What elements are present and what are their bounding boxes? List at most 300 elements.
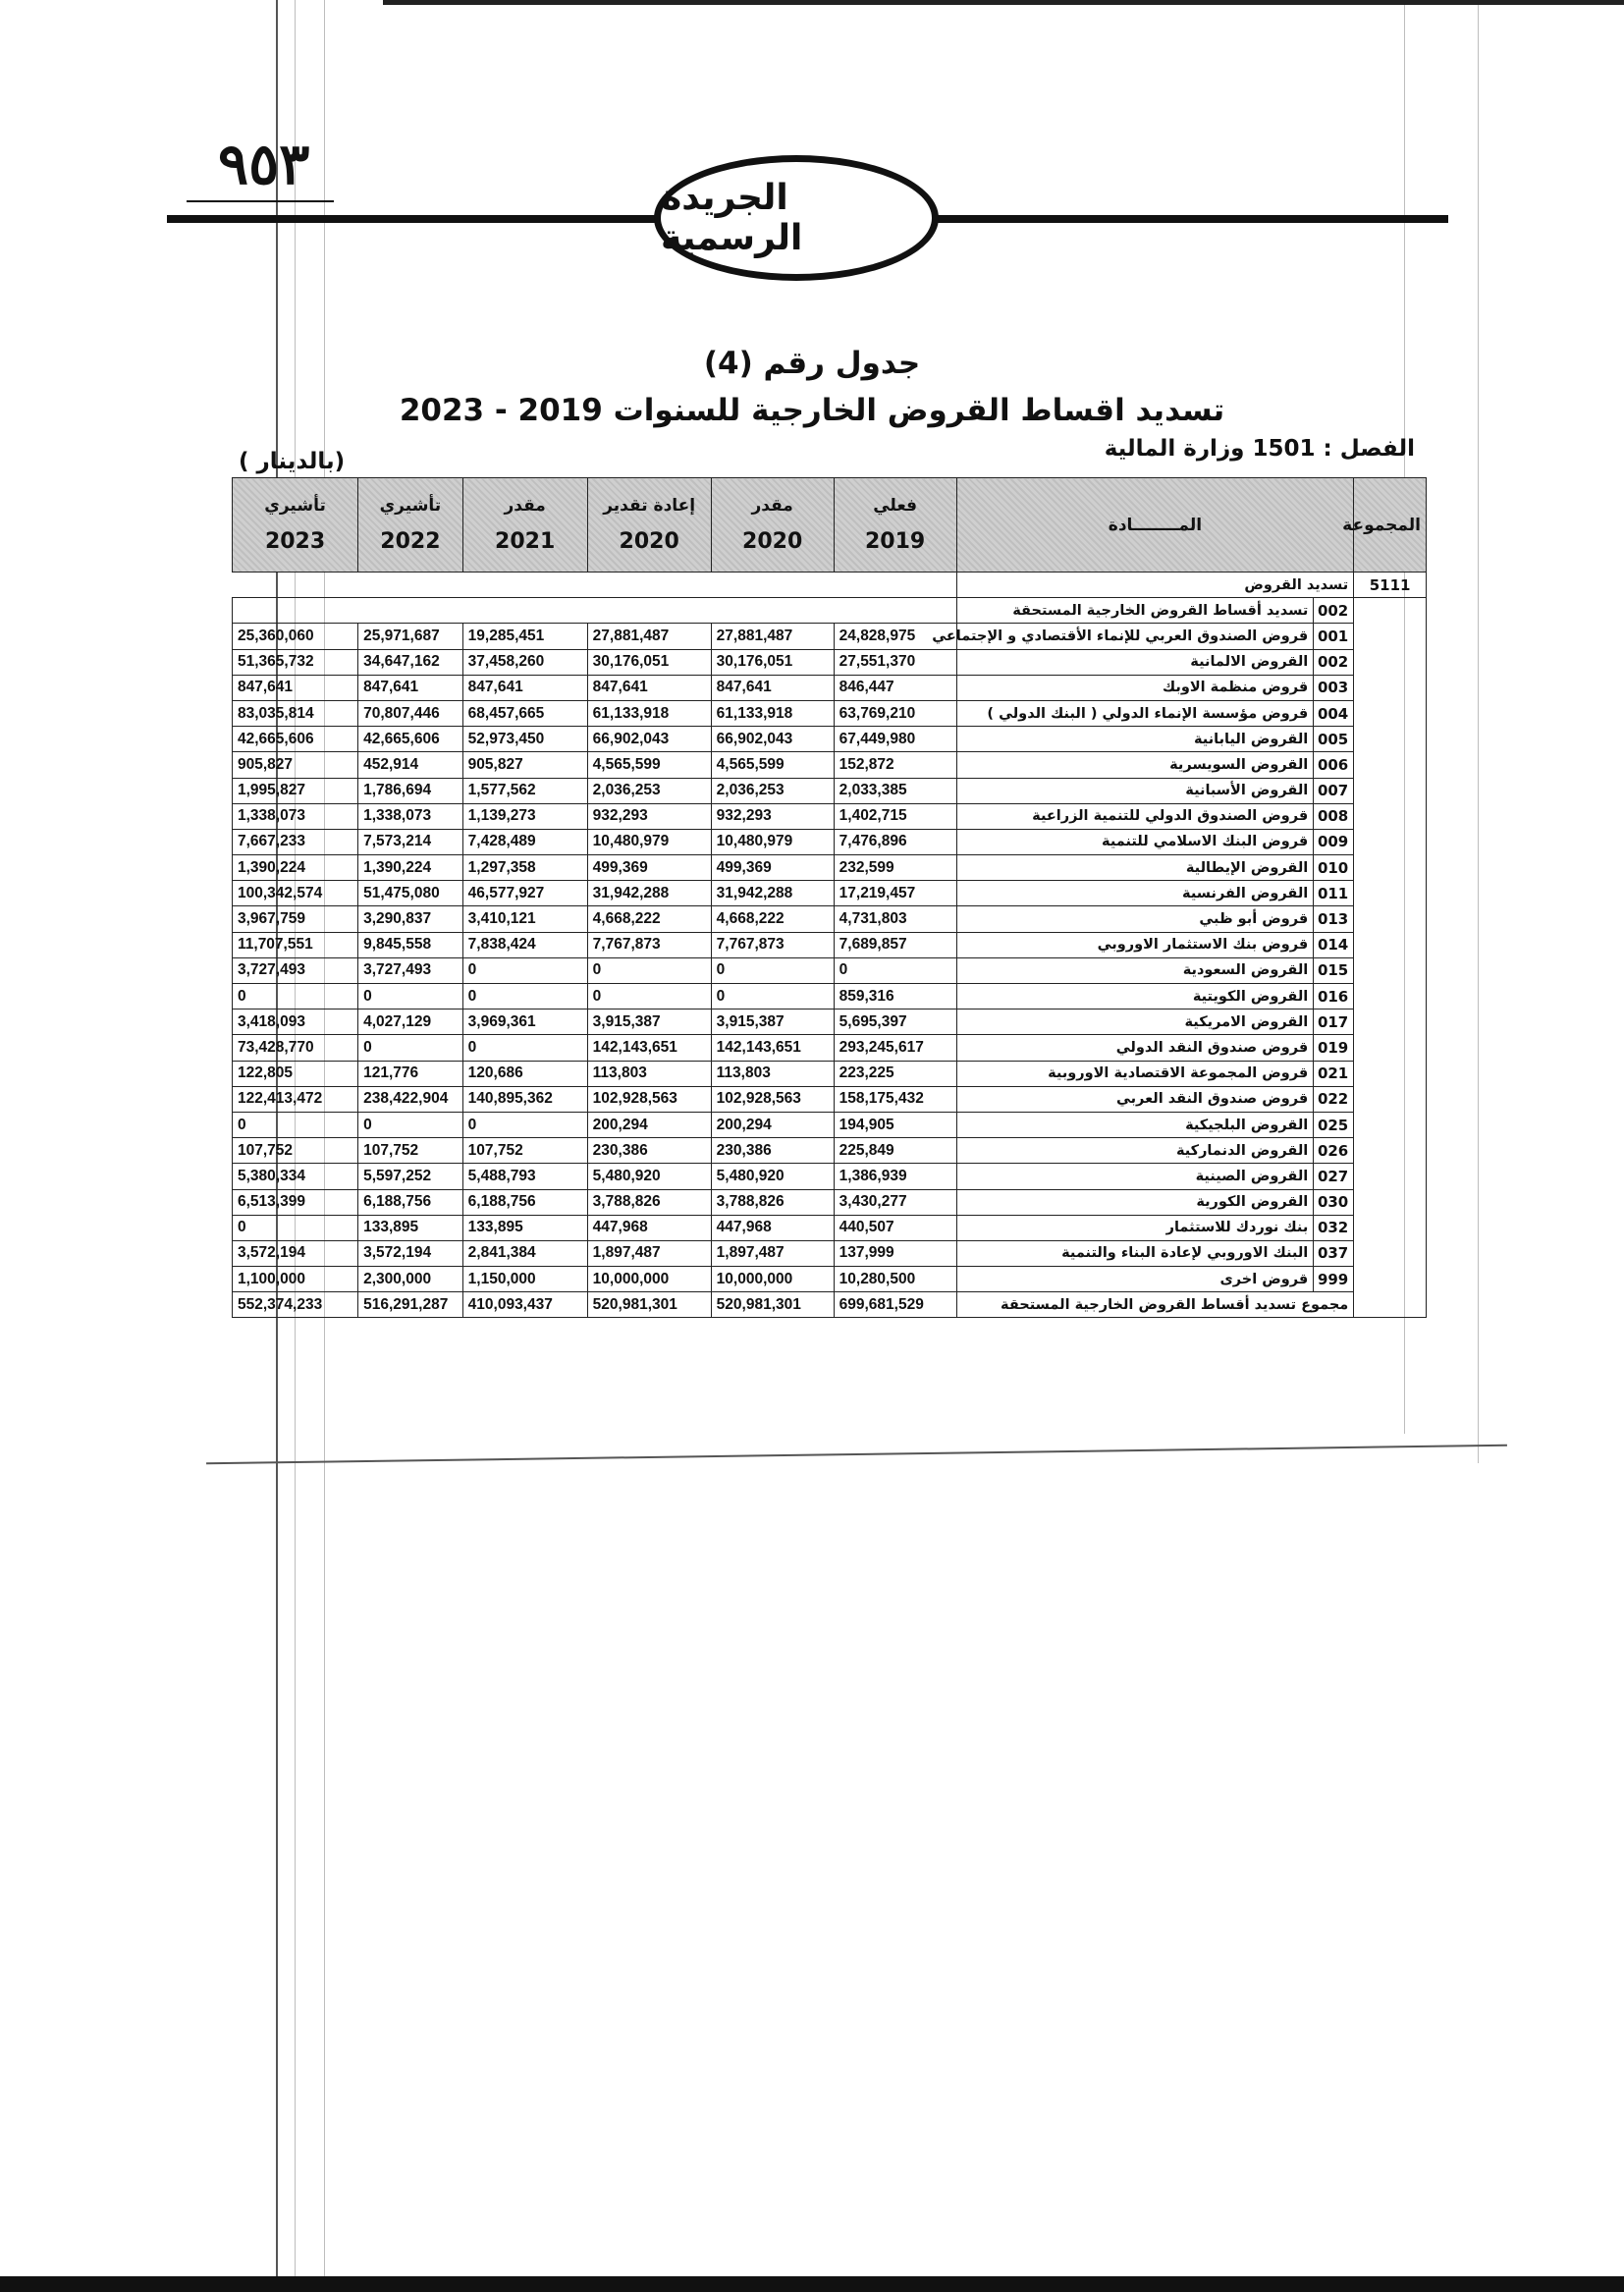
row-value: 7,689,857 xyxy=(834,932,956,957)
row-value: 846,447 xyxy=(834,675,956,700)
row-value: 859,316 xyxy=(834,984,956,1010)
subgroup-blank xyxy=(233,598,957,624)
row-code: 017 xyxy=(1314,1010,1354,1035)
row-code: 009 xyxy=(1314,829,1354,854)
row-group-cell xyxy=(1354,906,1427,932)
row-value: 1,786,694 xyxy=(358,778,463,803)
table-row xyxy=(233,1164,1427,1189)
table-row xyxy=(233,1112,1427,1137)
table-row xyxy=(233,752,1427,778)
row-value: 5,695,397 xyxy=(834,1010,956,1035)
row-value: 7,767,873 xyxy=(587,932,711,957)
row-value: 3,788,826 xyxy=(711,1189,834,1215)
row-label: بنك نوردك للاستثمار xyxy=(956,1215,1314,1240)
row-value: 102,928,563 xyxy=(711,1086,834,1112)
row-value: 4,565,599 xyxy=(587,752,711,778)
row-code: 015 xyxy=(1314,957,1354,983)
row-label: قروض البنك الاسلامي للتنمية xyxy=(956,829,1314,854)
page-number: ٩٥٣ xyxy=(218,131,310,197)
row-label: القروض الإيطالية xyxy=(956,855,1314,881)
row-value: 2,036,253 xyxy=(711,778,834,803)
row-value: 4,668,222 xyxy=(587,906,711,932)
row-group-cell xyxy=(1354,752,1427,778)
table-row xyxy=(233,778,1427,803)
row-value: 121,776 xyxy=(358,1061,463,1086)
scan-line xyxy=(206,1445,1507,1464)
row-value: 2,033,385 xyxy=(834,778,956,803)
row-value: 10,280,500 xyxy=(834,1267,956,1292)
row-value: 499,369 xyxy=(711,855,834,881)
table-row xyxy=(233,624,1427,649)
row-code: 008 xyxy=(1314,803,1354,829)
row-value: 68,457,665 xyxy=(462,700,587,726)
header-type: تأشيري xyxy=(264,496,326,516)
table-row xyxy=(233,1138,1427,1164)
row-value: 102,928,563 xyxy=(587,1086,711,1112)
row-group-cell xyxy=(1354,1189,1427,1215)
header-col-5 xyxy=(233,478,358,573)
row-code: 021 xyxy=(1314,1061,1354,1086)
row-code: 013 xyxy=(1314,906,1354,932)
row-value: 932,293 xyxy=(587,803,711,829)
row-value: 5,488,793 xyxy=(462,1164,587,1189)
header-year: 2020 xyxy=(619,529,679,554)
row-code: 011 xyxy=(1314,881,1354,906)
row-code: 005 xyxy=(1314,727,1354,752)
row-value: 4,027,129 xyxy=(358,1010,463,1035)
row-value: 3,430,277 xyxy=(834,1189,956,1215)
table-row xyxy=(233,1061,1427,1086)
row-value: 25,360,060 xyxy=(233,624,358,649)
row-value: 1,139,273 xyxy=(462,803,587,829)
row-value: 70,807,446 xyxy=(358,700,463,726)
row-value: 847,641 xyxy=(462,675,587,700)
row-value: 0 xyxy=(462,1112,587,1137)
total-group-cell xyxy=(1354,1292,1427,1318)
table-row xyxy=(233,803,1427,829)
row-group-cell xyxy=(1354,1215,1427,1240)
row-group-cell xyxy=(1354,1112,1427,1137)
row-value: 30,176,051 xyxy=(587,649,711,675)
subgroup-label: تسديد أقساط القروض الخارجية المستحقة xyxy=(956,598,1314,624)
row-code: 026 xyxy=(1314,1138,1354,1164)
scan-line xyxy=(383,0,1624,5)
row-value: 7,428,489 xyxy=(462,829,587,854)
row-value: 83,035,814 xyxy=(233,700,358,726)
row-value: 499,369 xyxy=(587,855,711,881)
unit-label: ( بالدينار) xyxy=(239,449,346,474)
row-value: 107,752 xyxy=(358,1138,463,1164)
row-value: 27,881,487 xyxy=(711,624,834,649)
row-value: 3,788,826 xyxy=(587,1189,711,1215)
row-value: 232,599 xyxy=(834,855,956,881)
row-group-cell xyxy=(1354,1035,1427,1061)
row-value: 932,293 xyxy=(711,803,834,829)
table-row xyxy=(233,700,1427,726)
row-value: 0 xyxy=(834,957,956,983)
table-row xyxy=(233,829,1427,854)
table-row xyxy=(233,1010,1427,1035)
row-value: 5,480,920 xyxy=(711,1164,834,1189)
table-row xyxy=(233,1267,1427,1292)
total-value: 520,981,301 xyxy=(711,1292,834,1318)
row-value: 31,942,288 xyxy=(587,881,711,906)
row-label: قروض الصندوق الدولي للتنمية الزراعية xyxy=(956,803,1314,829)
table-row xyxy=(233,675,1427,700)
row-value: 847,641 xyxy=(587,675,711,700)
row-group-cell xyxy=(1354,855,1427,881)
row-value: 63,769,210 xyxy=(834,700,956,726)
table-row xyxy=(233,1189,1427,1215)
row-value: 1,100,000 xyxy=(233,1267,358,1292)
row-value: 10,480,979 xyxy=(711,829,834,854)
row-value: 230,386 xyxy=(711,1138,834,1164)
row-value: 158,175,432 xyxy=(834,1086,956,1112)
row-value: 7,573,214 xyxy=(358,829,463,854)
row-value: 200,294 xyxy=(587,1112,711,1137)
row-value: 0 xyxy=(587,984,711,1010)
row-value: 7,667,233 xyxy=(233,829,358,854)
loan-repayment-table xyxy=(232,477,1427,1318)
row-value: 52,973,450 xyxy=(462,727,587,752)
row-code: 004 xyxy=(1314,700,1354,726)
row-code: 027 xyxy=(1314,1164,1354,1189)
row-label: قروض صندوق النقد العربي xyxy=(956,1086,1314,1112)
row-value: 27,881,487 xyxy=(587,624,711,649)
row-value: 905,827 xyxy=(462,752,587,778)
row-value: 142,143,651 xyxy=(711,1035,834,1061)
row-group-cell xyxy=(1354,957,1427,983)
row-label: قروض الصندوق العربي للإنماء الأقتصادي و الإجتماعي xyxy=(956,624,1314,649)
subgroup-row xyxy=(233,598,1427,624)
table-row xyxy=(233,932,1427,957)
row-value: 67,449,980 xyxy=(834,727,956,752)
row-value: 66,902,043 xyxy=(587,727,711,752)
row-value: 1,577,562 xyxy=(462,778,587,803)
total-row xyxy=(233,1292,1427,1318)
row-code: 022 xyxy=(1314,1086,1354,1112)
row-value: 66,902,043 xyxy=(711,727,834,752)
row-code: 007 xyxy=(1314,778,1354,803)
row-value: 847,641 xyxy=(711,675,834,700)
header-type: إعادة تقدير xyxy=(603,496,696,516)
row-value: 0 xyxy=(233,1215,358,1240)
row-label: قروض مؤسسة الإنماء الدولي ( البنك الدولي ) xyxy=(956,700,1314,726)
row-value: 10,000,000 xyxy=(711,1267,834,1292)
total-value: 699,681,529 xyxy=(834,1292,956,1318)
total-value: 516,291,287 xyxy=(358,1292,463,1318)
row-value: 847,641 xyxy=(358,675,463,700)
row-value: 142,143,651 xyxy=(587,1035,711,1061)
row-value: 42,665,606 xyxy=(358,727,463,752)
row-value: 447,968 xyxy=(711,1215,834,1240)
row-value: 73,428,770 xyxy=(233,1035,358,1061)
row-value: 1,150,000 xyxy=(462,1267,587,1292)
subgroup-empty xyxy=(1354,598,1427,624)
row-label: قروض المجموعة الاقتصادية الاوروبية xyxy=(956,1061,1314,1086)
row-value: 122,805 xyxy=(233,1061,358,1086)
row-value: 4,565,599 xyxy=(711,752,834,778)
total-value: 552,374,233 xyxy=(233,1292,358,1318)
row-value: 107,752 xyxy=(462,1138,587,1164)
row-label: القروض البلجيكية xyxy=(956,1112,1314,1137)
row-value: 0 xyxy=(462,984,587,1010)
row-value: 1,897,487 xyxy=(711,1240,834,1266)
row-code: 001 xyxy=(1314,624,1354,649)
row-value: 452,914 xyxy=(358,752,463,778)
row-value: 4,731,803 xyxy=(834,906,956,932)
header-item-label: المــــــــادة xyxy=(1108,515,1203,535)
scan-line xyxy=(0,2276,1624,2292)
header-col-3 xyxy=(462,478,587,573)
row-value: 447,968 xyxy=(587,1215,711,1240)
row-value: 1,390,224 xyxy=(233,855,358,881)
row-value: 51,475,080 xyxy=(358,881,463,906)
row-group-cell xyxy=(1354,675,1427,700)
row-value: 0 xyxy=(462,957,587,983)
header-item xyxy=(956,478,1354,573)
row-label: القروض الكويتية xyxy=(956,984,1314,1010)
row-value: 107,752 xyxy=(233,1138,358,1164)
table-row xyxy=(233,906,1427,932)
table-subtitle: تسديد اقساط القروض الخارجية للسنوات 2019 - 2023 xyxy=(399,393,1225,428)
row-group-cell xyxy=(1354,778,1427,803)
row-code: 006 xyxy=(1314,752,1354,778)
row-value: 6,188,756 xyxy=(358,1189,463,1215)
table-row xyxy=(233,649,1427,675)
row-group-cell xyxy=(1354,700,1427,726)
row-value: 3,410,121 xyxy=(462,906,587,932)
row-value: 24,828,975 xyxy=(834,624,956,649)
row-value: 2,036,253 xyxy=(587,778,711,803)
row-value: 1,297,358 xyxy=(462,855,587,881)
header-col-0 xyxy=(834,478,956,573)
total-label: مجموع تسديد أقساط القروض الخارجية المستحقة xyxy=(956,1292,1354,1318)
row-value: 238,422,904 xyxy=(358,1086,463,1112)
subgroup-code: 002 xyxy=(1314,598,1354,624)
row-code: 032 xyxy=(1314,1215,1354,1240)
row-value: 10,480,979 xyxy=(587,829,711,854)
row-label: قروض منظمة الاوبك xyxy=(956,675,1314,700)
row-value: 19,285,451 xyxy=(462,624,587,649)
row-code: 019 xyxy=(1314,1035,1354,1061)
header-type: فعلي xyxy=(873,496,918,516)
table-row xyxy=(233,855,1427,881)
header-col-1 xyxy=(711,478,834,573)
masthead-oval xyxy=(654,155,939,281)
row-value: 0 xyxy=(358,1035,463,1061)
row-value: 61,133,918 xyxy=(711,700,834,726)
row-value: 200,294 xyxy=(711,1112,834,1137)
header-year: 2021 xyxy=(495,529,556,554)
row-value: 0 xyxy=(711,957,834,983)
row-value: 140,895,362 xyxy=(462,1086,587,1112)
table-title: جدول رقم (4) xyxy=(703,346,921,381)
row-value: 3,572,194 xyxy=(233,1240,358,1266)
row-label: القروض الامريكية xyxy=(956,1010,1314,1035)
row-value: 30,176,051 xyxy=(711,649,834,675)
row-value: 25,971,687 xyxy=(358,624,463,649)
table-row xyxy=(233,1035,1427,1061)
row-value: 42,665,606 xyxy=(233,727,358,752)
row-value: 905,827 xyxy=(233,752,358,778)
scan-line xyxy=(1478,0,1479,1463)
row-code: 010 xyxy=(1314,855,1354,881)
row-value: 100,342,574 xyxy=(233,881,358,906)
row-value: 113,803 xyxy=(587,1061,711,1086)
row-code: 025 xyxy=(1314,1112,1354,1137)
row-value: 133,895 xyxy=(358,1215,463,1240)
row-value: 122,413,472 xyxy=(233,1086,358,1112)
row-value: 5,480,920 xyxy=(587,1164,711,1189)
row-value: 0 xyxy=(711,984,834,1010)
row-value: 10,000,000 xyxy=(587,1267,711,1292)
row-label: القروض السعودية xyxy=(956,957,1314,983)
row-value: 17,219,457 xyxy=(834,881,956,906)
row-group-cell xyxy=(1354,624,1427,649)
row-value: 1,995,827 xyxy=(233,778,358,803)
header-year: 2023 xyxy=(264,529,326,554)
table-row xyxy=(233,957,1427,983)
row-code: 016 xyxy=(1314,984,1354,1010)
row-value: 3,969,361 xyxy=(462,1010,587,1035)
page-number-underline xyxy=(187,200,334,202)
row-value: 1,402,715 xyxy=(834,803,956,829)
row-code: 030 xyxy=(1314,1189,1354,1215)
row-value: 3,727,493 xyxy=(233,957,358,983)
row-value: 152,872 xyxy=(834,752,956,778)
row-value: 11,707,551 xyxy=(233,932,358,957)
row-value: 3,290,837 xyxy=(358,906,463,932)
row-label: القروض اليابانية xyxy=(956,727,1314,752)
header-col-4 xyxy=(358,478,463,573)
row-group-cell xyxy=(1354,1086,1427,1112)
row-value: 1,897,487 xyxy=(587,1240,711,1266)
row-value: 7,838,424 xyxy=(462,932,587,957)
row-label: القروض الأسبانية xyxy=(956,778,1314,803)
row-label: القروض السويسرية xyxy=(956,752,1314,778)
header-year: 2019 xyxy=(865,529,926,554)
row-value: 27,551,370 xyxy=(834,649,956,675)
row-value: 113,803 xyxy=(711,1061,834,1086)
group-empty xyxy=(233,573,957,598)
row-group-cell xyxy=(1354,1240,1427,1266)
group-label: تسديد القروض xyxy=(956,573,1354,598)
row-value: 3,915,387 xyxy=(587,1010,711,1035)
row-group-cell xyxy=(1354,1010,1427,1035)
row-value: 3,727,493 xyxy=(358,957,463,983)
row-label: القروض الصينية xyxy=(956,1164,1314,1189)
row-value: 194,905 xyxy=(834,1112,956,1137)
row-value: 0 xyxy=(233,984,358,1010)
row-group-cell xyxy=(1354,932,1427,957)
row-value: 230,386 xyxy=(587,1138,711,1164)
row-value: 34,647,162 xyxy=(358,649,463,675)
row-group-cell xyxy=(1354,1138,1427,1164)
header-col-2 xyxy=(587,478,711,573)
row-code: 003 xyxy=(1314,675,1354,700)
row-value: 3,572,194 xyxy=(358,1240,463,1266)
row-value: 6,188,756 xyxy=(462,1189,587,1215)
total-value: 410,093,437 xyxy=(462,1292,587,1318)
masthead-title: الجريدة الرسمية xyxy=(661,178,803,258)
row-code: 002 xyxy=(1314,649,1354,675)
header-group: المجموعة xyxy=(1354,478,1427,573)
row-value: 847,641 xyxy=(233,675,358,700)
table-body xyxy=(233,573,1427,1318)
group-code: 5111 xyxy=(1354,573,1427,598)
row-value: 1,390,224 xyxy=(358,855,463,881)
row-value: 223,225 xyxy=(834,1061,956,1086)
row-group-cell xyxy=(1354,1164,1427,1189)
row-label: القروض الالمانية xyxy=(956,649,1314,675)
row-value: 120,686 xyxy=(462,1061,587,1086)
section-label: الفصل : 1501 وزارة المالية xyxy=(1104,436,1415,462)
row-code: 014 xyxy=(1314,932,1354,957)
row-group-cell xyxy=(1354,1061,1427,1086)
row-label: القروض الدنماركية xyxy=(956,1138,1314,1164)
row-value: 3,915,387 xyxy=(711,1010,834,1035)
table-row xyxy=(233,1086,1427,1112)
header-year: 2020 xyxy=(742,529,803,554)
row-value: 0 xyxy=(358,1112,463,1137)
row-value: 7,767,873 xyxy=(711,932,834,957)
row-value: 37,458,260 xyxy=(462,649,587,675)
row-value: 5,597,252 xyxy=(358,1164,463,1189)
row-code: 999 xyxy=(1314,1267,1354,1292)
table-row xyxy=(233,1240,1427,1266)
row-value: 0 xyxy=(233,1112,358,1137)
row-group-cell xyxy=(1354,829,1427,854)
row-value: 2,300,000 xyxy=(358,1267,463,1292)
row-value: 225,849 xyxy=(834,1138,956,1164)
row-value: 293,245,617 xyxy=(834,1035,956,1061)
row-value: 2,841,384 xyxy=(462,1240,587,1266)
group-row xyxy=(233,573,1427,598)
row-value: 51,365,732 xyxy=(233,649,358,675)
table-row xyxy=(233,1215,1427,1240)
row-value: 4,668,222 xyxy=(711,906,834,932)
row-value: 133,895 xyxy=(462,1215,587,1240)
row-value: 5,380,334 xyxy=(233,1164,358,1189)
row-group-cell xyxy=(1354,727,1427,752)
row-value: 440,507 xyxy=(834,1215,956,1240)
row-group-cell xyxy=(1354,881,1427,906)
table-row xyxy=(233,727,1427,752)
row-value: 0 xyxy=(462,1035,587,1061)
row-value: 31,942,288 xyxy=(711,881,834,906)
row-label: البنك الاوروبي لإعادة البناء والتنمية xyxy=(956,1240,1314,1266)
row-value: 0 xyxy=(587,957,711,983)
table-row xyxy=(233,984,1427,1010)
row-group-cell xyxy=(1354,803,1427,829)
row-value: 61,133,918 xyxy=(587,700,711,726)
total-value: 520,981,301 xyxy=(587,1292,711,1318)
header-year: 2022 xyxy=(380,529,441,554)
table-header-row xyxy=(233,478,1427,573)
row-value: 0 xyxy=(358,984,463,1010)
row-group-cell xyxy=(1354,984,1427,1010)
row-label: القروض الكورية xyxy=(956,1189,1314,1215)
row-label: القروض الفرنسية xyxy=(956,881,1314,906)
row-group-cell xyxy=(1354,1267,1427,1292)
row-value: 9,845,558 xyxy=(358,932,463,957)
row-value: 1,338,073 xyxy=(358,803,463,829)
header-type: مقدر xyxy=(504,496,546,516)
row-label: قروض أبو ظبي xyxy=(956,906,1314,932)
row-label: قروض صندوق النقد الدولي xyxy=(956,1035,1314,1061)
row-value: 6,513,399 xyxy=(233,1189,358,1215)
